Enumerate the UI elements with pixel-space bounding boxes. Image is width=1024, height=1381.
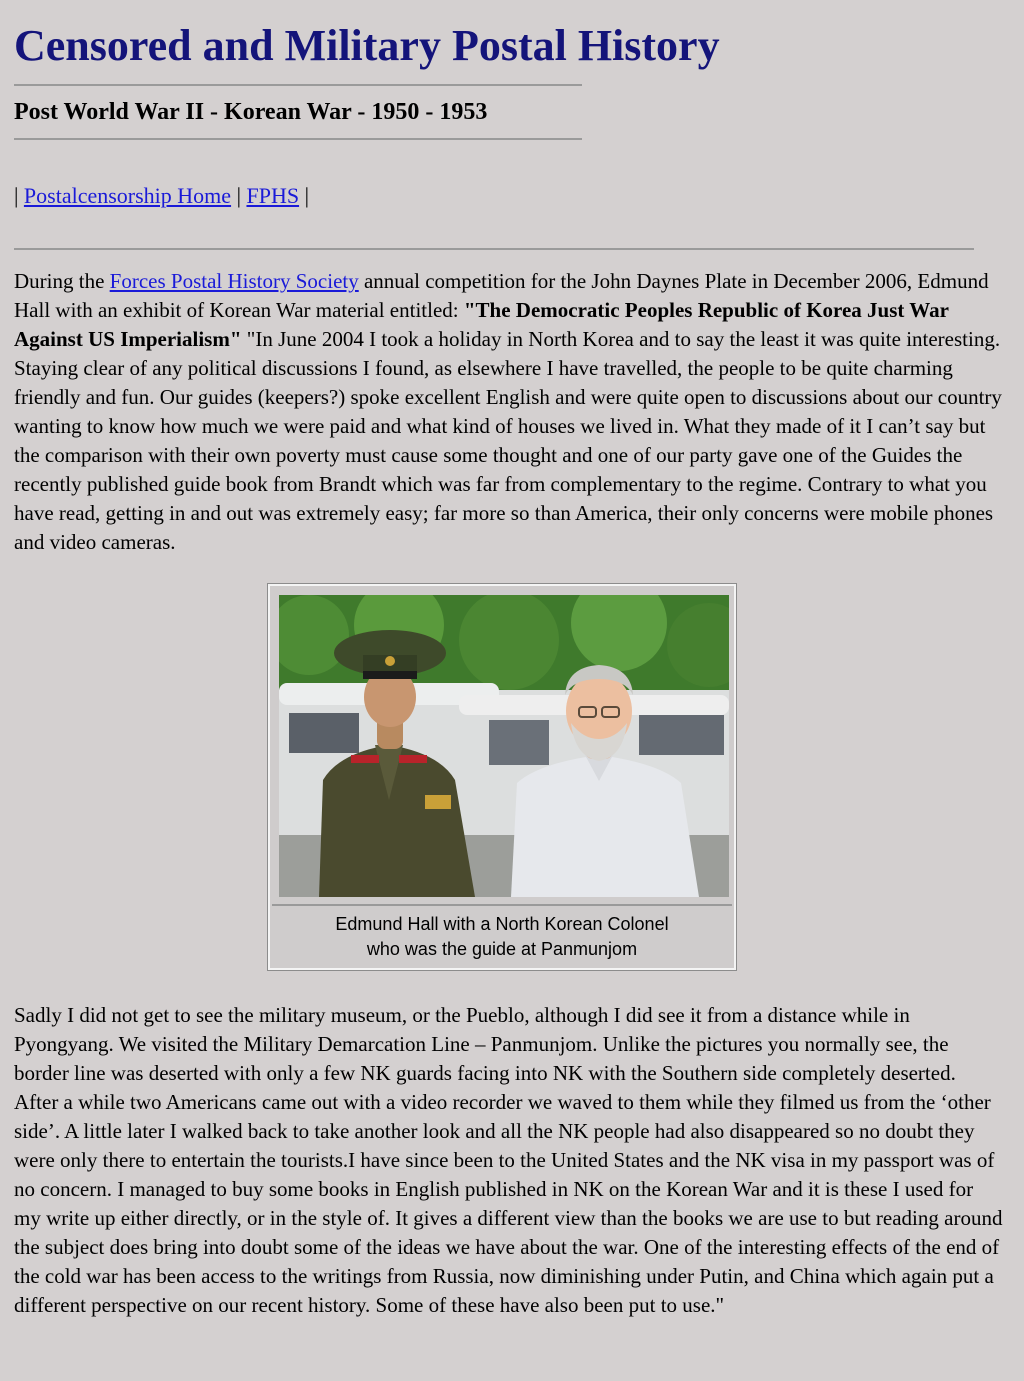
intro-text-3: "In June 2004 I took a holiday in North Korea and to say the least it was quite interesting. Staying clear of any political discussions I found, as elsewhere I have travelled, the people to be quite charming friendly and fun. Our guides (keepers?) spoke excellent English and were quite open to discussions about our country wanting to know how much we were paid and what kind of houses we lived in. What they made of it I can’t say but the comparison with their own poverty must cause some thought and one of our party gave one of the Guides the recently published guide book from Brandt which was far from complementary to the regime. Contrary to what you have read, getting in and out was extremely easy; far more so than America, their only concerns were mobile phones and video cameras.	[14, 327, 1002, 554]
exhibit-title: "The Democratic Peoples Republic of Korea Just War Against US Imperialism"	[14, 298, 949, 351]
subtitle-divider	[14, 138, 582, 140]
intro-text-1: During the	[14, 269, 110, 293]
forces-postal-history-society-link[interactable]: Forces Postal History Society	[109, 269, 359, 293]
photo-figure	[268, 584, 736, 970]
photo-edmund-hall-colonel	[279, 595, 729, 897]
intro-text-2: annual competition for the John Daynes Plate in December 2006, Edmund Hall with an exhibit of Korean War material entitled:	[14, 269, 989, 322]
nav-separator: |	[14, 183, 24, 208]
nav-divider	[14, 248, 974, 250]
nav-separator: |	[231, 183, 247, 208]
photo-illustration	[279, 595, 729, 897]
nav-bar	[14, 180, 309, 212]
postalcensorship-home-link[interactable]: Postalcensorship Home	[23, 183, 232, 208]
lower-paragraph: Sadly I did not get to see the military museum, or the Pueblo, although I did see it from a distance while in Pyongyang. We visited the Military Demarcation Line – Panmunjom. Unlike the pictures you normally see, the border line was deserted with only a few NK guards facing into NK with the Southern side completely deserted. After a while two Americans came out with a video recorder we waved to them while they filmed us from the ‘other side’. A little later I walked back to take another look and all the NK people had also disappeared so no doubt they were only there to entertain the tourists.I have since been to the United States and the NK visa in my passport was of no concern. I managed to buy some books in English published in NK on the Korean War and it is these I used for my write up either directly, or in the style of. It gives a different view than the books we are use to but reading around the subject does bring into doubt some of the ideas we have about the war. One of the interesting effects of the end of the cold war has been access to the writings from Russia, now diminishing under Putin, and China which again put a different perspective on our recent history. Some of these have also been put to use."	[14, 1003, 1003, 1317]
title-divider	[14, 84, 582, 86]
intro-paragraph	[14, 267, 1004, 557]
page-subtitle: Post World War II - Korean War - 1950 - 1953	[14, 99, 488, 125]
page-title: Censored and Military Postal History	[14, 21, 720, 70]
caption-line-2: who was the guide at Panmunjom	[366, 939, 638, 959]
photo-caption	[272, 904, 732, 966]
caption-line-1: Edmund Hall with a North Korean Colonel	[335, 914, 669, 934]
fphs-link[interactable]: FPHS	[246, 183, 300, 208]
nav-separator: |	[299, 183, 309, 208]
